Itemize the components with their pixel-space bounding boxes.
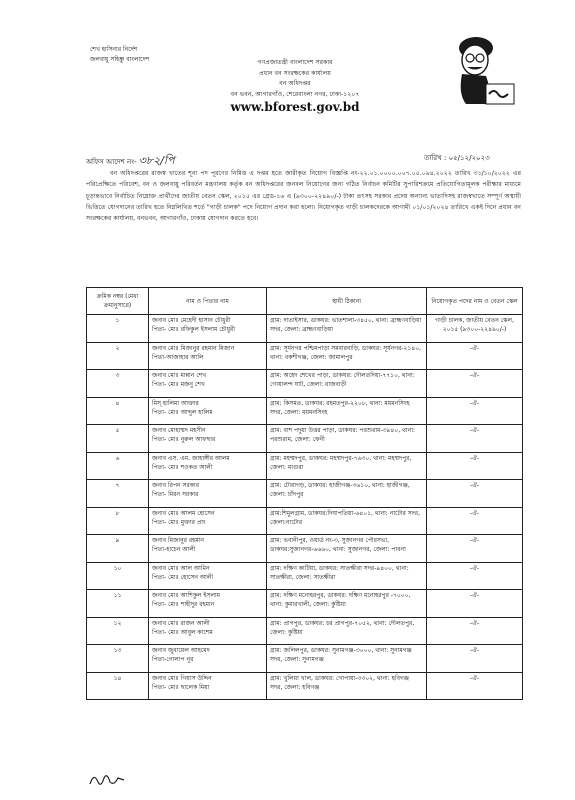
- cell-name: জনাব জুবায়েল আহমেদ পিতা-গোলাপ নূর: [149, 645, 267, 673]
- cell-serial: ৬: [87, 452, 149, 480]
- table-row: [87, 342, 523, 370]
- order-number-value: ৩৮২/পি: [138, 154, 175, 167]
- cell-address: গ্রাম:শিমুলগ্রাম, ডাকঘর:দিঘাপতিয়া-৬৪০১, থানা: নাটোর সদর, জেলা:নাটোর: [267, 507, 427, 535]
- cell-name: জনাব মোঃ মান্নান শেখ পিতা- মোঃ মজনু শেখ: [149, 370, 267, 398]
- cell-serial: ১৪: [87, 672, 149, 700]
- mujib-emblem-icon: [448, 34, 516, 108]
- cell-post: -ঐ-: [427, 480, 523, 508]
- cell-address: গ্রাম: কিসমত, ডাকঘর: রহমতপুর-২২০৮, থানা: ময়মনসিংহ সদর, জেলা: ময়মনসিংহ: [267, 397, 427, 425]
- table-row: [87, 590, 523, 618]
- cell-name: জনাব মোহাম্মদ মহসীন পিতা- মোঃ নুরুল আফছার: [149, 425, 267, 453]
- cell-post: -ঐ-: [427, 535, 523, 563]
- cell-post: -ঐ-: [427, 617, 523, 645]
- table-row: [87, 617, 523, 645]
- cell-name: জনাব মোঃ আল আমিন পিতা- মোঃ হোসেন আলী: [149, 562, 267, 590]
- order-date-value: ০৫/১২/২০২৩: [448, 154, 490, 162]
- cell-serial: ১১: [87, 590, 149, 618]
- cell-post: -ঐ-: [427, 397, 523, 425]
- cell-name: জনাব মোঃ রাজন আলী পিতা- মোঃ আবুল কাশেম: [149, 617, 267, 645]
- cell-serial: ১০: [87, 562, 149, 590]
- office-name: প্রধান বন সংরক্ষকের কার্যালয়: [259, 69, 331, 77]
- cell-post: -ঐ-: [427, 590, 523, 618]
- slogan-line-1: শেখ হাসিনার নির্দেশ: [90, 46, 138, 53]
- cell-address: গ্রাম: ভবানীপুর, ওয়ার্ড নং-৩, সুজানগর পৌরসভা, ডাকঘর:সুজানগর-৬৬৬০, থানা: সুজানগর, জেলা: পাবনা: [267, 535, 427, 563]
- header-address: স্থায়ী ঠিকানা: [267, 288, 427, 315]
- cell-address: গ্রাম: খুলিয়া খাল, ডাকঘর: গোপায়া-৩৩০২, থানা: হবিগঞ্জ সদর, জেলা: হবিগঞ্জ: [267, 672, 427, 700]
- signature-mark-icon: [88, 770, 128, 790]
- cell-address: গ্রাম: অহেদ শেখের পাড়া, ডাকঘর: দৌলতদিয়া-৭৭১০, থানা: গোয়ালন্দ ঘাট, জেলা: রাজবাড়ী: [267, 370, 427, 398]
- table-row: [87, 480, 523, 508]
- table-row: [87, 535, 523, 563]
- header-post: নিয়োগকৃত পদের নাম ও বেতন স্কেল: [427, 288, 523, 315]
- cell-post: -ঐ-: [427, 342, 523, 370]
- cell-name: মিস্ হালিমা আক্তার পিতা- মোঃ আব্দুল হালিম: [149, 397, 267, 425]
- cell-post: -ঐ-: [427, 672, 523, 700]
- office-address: বন ভবন, আগারগাঁও, শেরেবাংলা নগর, ঢাকা-১২০৭: [230, 90, 360, 98]
- cell-address: গ্রাম: বাশ পদুয়া উত্তর পাড়া, ডাকঘর: পরশুরাম-৩৯৪০, থানা: পরশুরাম, জেলা: ফেনী: [267, 425, 427, 453]
- cell-name: জনাব মোঃ আলম হোসেন পিতা- মোঃ মুক্তার প্রাং: [149, 507, 267, 535]
- cell-address: গ্রাম: দাতাইসার, ডাকঘর: ভাতশালা-৩৪৫০, থানা: ব্রাহ্মণবাড়িয়া সদর, জেলা: ব্রাহ্মণবাড়িয়া: [267, 315, 427, 343]
- cell-serial: ৪: [87, 397, 149, 425]
- table-row: [87, 562, 523, 590]
- cell-serial: ৩: [87, 370, 149, 398]
- cell-serial: ১২: [87, 617, 149, 645]
- government-name: গণপ্রজাতন্ত্রী বাংলাদেশ সরকার: [257, 59, 333, 66]
- cell-name: জনাব মোঃ গিয়াস উদ্দিন পিতা- মোঃ ছালেক মিয়া: [149, 672, 267, 700]
- cell-post: -ঐ-: [427, 507, 523, 535]
- cell-address: গ্রাম: জলিলপুর, ডাকঘর: সুনামগঞ্জ-৩০০০, থানা: সুনামগঞ্জ সদর, জেলা: সুনামগঞ্জ: [267, 645, 427, 673]
- cell-address: গ্রাম: সূর্যনগর পশ্চিমপাড়া সমবারবাড়ি, ডাকঘর: সূর্যনগর-২১৪০, থানা: বকশীগঞ্জ, জেলা: জামালপুর: [267, 342, 427, 370]
- appointee-table: [86, 287, 523, 700]
- order-date-label: তারিখ :: [424, 154, 447, 162]
- cell-name: জনাব মোঃ মিজানুর রহমান মিজান পিতা-আজাহার আলি: [149, 342, 267, 370]
- table-row: [87, 370, 523, 398]
- office-order-date: [424, 152, 490, 164]
- table-row: [87, 315, 523, 343]
- table-row: [87, 507, 523, 535]
- cell-serial: ৭: [87, 480, 149, 508]
- slogan-line-2: জলবায়ু সহিষ্ণু বাংলাদেশ: [90, 56, 150, 63]
- order-number-label: অফিস আদেশ নং-: [86, 158, 137, 166]
- cell-post: গাড়ী চালক, জাতীয় বেতন স্কেল, ২০১৫ (৯৩০০-২২৪৯০/-): [427, 315, 523, 343]
- header-name: নাম ও পিতার নাম: [149, 288, 267, 315]
- cell-post: -ঐ-: [427, 645, 523, 673]
- table-row: [87, 397, 523, 425]
- cell-post: -ঐ-: [427, 562, 523, 590]
- cell-name: জনাব এস. এম. জাহাঙ্গীর আলম পিতা- মোঃ শওকত আলী: [149, 452, 267, 480]
- cell-serial: ১৩: [87, 645, 149, 673]
- table-row: [87, 672, 523, 700]
- table-row: [87, 645, 523, 673]
- cell-serial: ৮: [87, 507, 149, 535]
- cell-name: জনাব রিপন সরকার পিতা- মিরন সরকার: [149, 480, 267, 508]
- cell-serial: ১: [87, 315, 149, 343]
- order-body-paragraph: বন অধিদপ্তরের রাজস্ব খাতের শূন্য পদ পূরণের নিমিত্ত এ দপ্তর হতে জারীকৃত নিয়োগ বিজ্ঞপ্তি নং-২২.০১.০০০০.০০৭.০৫.০৯৪.২০২২ তারিখ ৩১/১০/২০২২ এর পরিপ্রেক্ষিতে পরিবেশ, বন ও জলবায়ু পরিবর্তন মন্ত্রণালয় কর্তৃক বন অধিদপ্তরের জনবল নিয়োগের জন্য গঠিত নির্বাচন কমিটির সুপারিশক্রমে প্রতিযোগিতামূলক পরীক্ষার মাধ্যমে চূড়ান্তভাবে নির্বাচিত নিম্নোক্ত প্রার্থীদের জাতীয় বেতন স্কেল, ২০১৫ এর গ্রেড-১৬ এ (৯৩০০-২২৪৯০/-) টাকা তৎসহ সরকার প্রদেয় অন্যান্য ভাতাদিসহ রাজস্বখাতে সম্পূর্ণ অস্থায়ী ভিত্তিতে যোগদানের তারিখ হতে নিম্নলিখিত শর্তে "গাড়ী চালক" পদে নিয়োগ প্রদান করা হলো। নিয়োগকৃত গাড়ী চালকদেরকে আগামী ০১/০১/২০২৪ তারিখে একই দিনে প্রধান বন সংরক্ষকের কার্যালয়, বনভবন, আগারগাঁও, ঢাকায় যোগদান করতে হবে।: [86, 170, 521, 223]
- cell-address: গ্রাম: দক্ষিণ মনোহরপুর, ডাকঘর: দক্ষিণ মনোহরপুর -৭০০০, থানা: কুমারখালী, জেলা: কুষ্টিয়া: [267, 590, 427, 618]
- letterhead: [170, 58, 420, 114]
- cell-name: জনাব মোঃ আশিকুল ইসলাম পিতা- মোঃ শাহীদুর রহমান: [149, 590, 267, 618]
- cell-name: জনাব মোঃ মেহেদী হাসান চৌধুরী পিতা- মোঃ রফিকুল ইসলাম চৌধুরী: [149, 315, 267, 343]
- cell-serial: ৯: [87, 535, 149, 563]
- cell-post: -ঐ-: [427, 452, 523, 480]
- website-link[interactable]: www.bforest.gov.bd: [230, 100, 360, 114]
- header-serial: ক্রমিক নম্বর (মেধা ক্রমানুসারে): [87, 288, 149, 315]
- cell-address: গ্রাম: প্রাগপুর, ডাকঘর: চর প্রাগপুর-৭০৫২, থানা: দৌলতপুর, জেলা: কুষ্টিয়া: [267, 617, 427, 645]
- cell-address: গ্রাম: টোরাগড়, ডাকঘর: হাজীগঞ্জ-৩৬১০, থানা: হাজীগঞ্জ, জেলা: চাঁদপুর: [267, 480, 427, 508]
- cell-address: গ্রাম: দক্ষিণ কাটিয়া, ডাকঘর: সাতক্ষীরা সদর-৯৪০০, থানা: সাতক্ষীরা, জেলা: সাতক্ষীরা: [267, 562, 427, 590]
- cell-post: -ঐ-: [427, 370, 523, 398]
- table-row: [87, 425, 523, 453]
- cell-post: -ঐ-: [427, 425, 523, 453]
- cell-address: গ্রাম: মহম্মদপুর, ডাকঘর: মহম্মদপুর-৭৬৩০, থানা: মহম্মদপুর, জেলা: মাগুরা: [267, 452, 427, 480]
- table-header-row: [87, 288, 523, 315]
- department-name: বন অধিদপ্তর: [279, 80, 311, 87]
- table-row: [87, 452, 523, 480]
- cell-serial: ২: [87, 342, 149, 370]
- cell-name: জনাব মিজানুর রহমান পিতা-হাচেন আলী: [149, 535, 267, 563]
- cell-serial: ৫: [87, 425, 149, 453]
